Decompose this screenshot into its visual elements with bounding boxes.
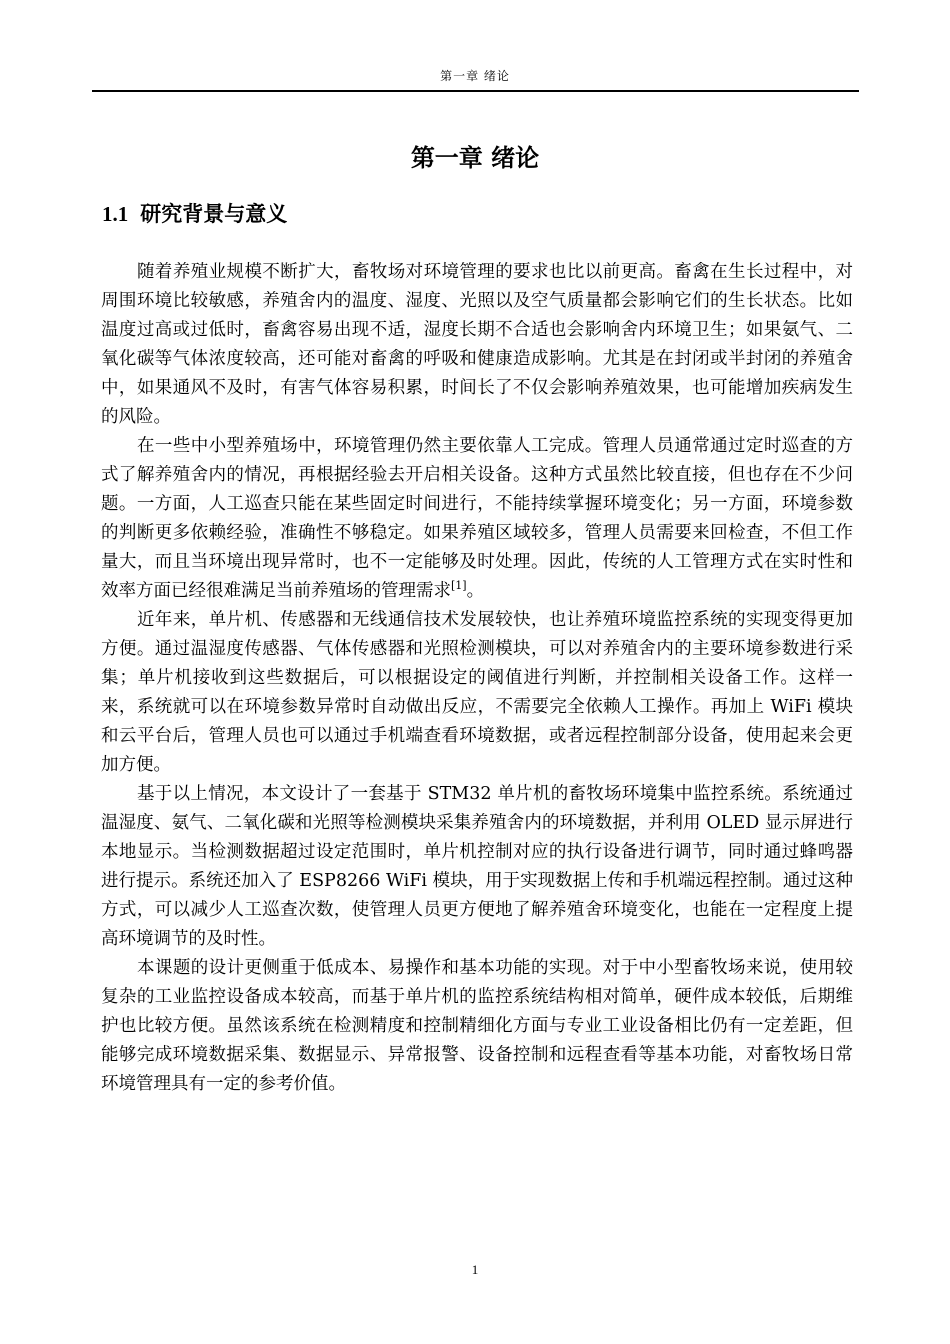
section-heading: [102, 199, 287, 229]
paragraph-significance: 本课题的设计更侧重于低成本、易操作和基本功能的实现。对于中小型畜牧场来说，使用较复杂的工业监控设备成本较高，而基于单片机的监控系统结构相对简单，硬件成本较低，后期维护也比较方便。虽然该系统在检测精度和控制精细化方面与专业工业设备相比仍有一定差距，但能够完成环境数据采集、数据显示、异常报警、设备控制和远程查看等基本功能，对畜牧场日常环境管理具有一定的参考价值。: [101, 958, 853, 1094]
section-title: 研究背景与意义: [140, 201, 288, 226]
page-number: 1: [471, 1262, 479, 1277]
paragraph-technology: 近年来，单片机、传感器和无线通信技术发展较快，也让养殖环境监控系统的实现变得更加方便。通过温湿度传感器、气体传感器和光照检测模块，可以对养殖舍内的主要环境参数进行采集；单片机接收到这些数据后，可以根据设定的阈值进行判断，并控制相关设备工作。这样一来，系统就可以在环境参数异常时自动做出反应，不需要完全依赖人工操作。再加上 WiFi 模块和云平台后，管理人员也可以通过手机端查看环境数据，或者远程控制部分设备，使用起来会更加方便。: [101, 610, 853, 775]
header-rule: [92, 90, 859, 92]
chapter-title: 第一章 绪论: [410, 143, 540, 172]
paragraph-system-design: 基于以上情况，本文设计了一套基于 STM32 单片机的畜牧场环境集中监控系统。系统通过温湿度、氨气、二氧化碳和光照等检测模块采集养殖舍内的环境数据，并利用 OLED 显示屏进行本地显示。当检测数据超过设定范围时，单片机控制对应的执行设备进行调节，同时通过蜂鸣器进行提示。系统还加入了 ESP8266 WiFi 模块，用于实现数据上传和手机端远程控制。通过这种方式，可以减少人工巡查次数，使管理人员更方便地了解养殖舍环境变化，也能在一定程度上提高环境调节的及时性。: [101, 784, 853, 949]
paragraph-background: 随着养殖业规模不断扩大，畜牧场对环境管理的要求也比以前更高。畜禽在生长过程中，对周围环境比较敏感，养殖舍内的温度、湿度、光照以及空气质量都会影响它们的生长状态。比如温度过高或过低时，畜禽容易出现不适，湿度长期不合适也会影响舍内环境卫生；如果氨气、二氧化碳等气体浓度较高，还可能对畜禽的呼吸和健康造成影响。尤其是在封闭或半封闭的养殖舍中，如果通风不及时，有害气体容易积累，时间长了不仅会影响养殖效果，也可能增加疾病发生的风险。: [101, 262, 853, 427]
citation-reference[interactable]: [1]: [451, 579, 467, 593]
paragraph-text: 在一些中小型养殖场中，环境管理仍然主要依靠人工完成。管理人员通常通过定时巡查的方式了解养殖舍内的情况，再根据经验去开启相关设备。这种方式虽然比较直接，但也存在不少问题。一方面，人工巡查只能在某些固定时间进行，不能持续掌握环境变化；另一方面，环境参数的判断更多依赖经验，准确性不够稳定。如果养殖区域较多，管理人员需要来回检查，不但工作量大，而且当环境出现异常时，也不一定能够及时处理。因此，传统的人工管理方式在实时性和效率方面已经很难满足当前养殖场的管理需求: [101, 436, 853, 601]
paragraph-manual-management: [101, 432, 853, 606]
paragraph-tail: 。: [466, 581, 485, 601]
body-text: [101, 258, 853, 1099]
running-header: 第一章 绪论: [440, 69, 510, 83]
section-number: 1.1: [102, 202, 129, 226]
